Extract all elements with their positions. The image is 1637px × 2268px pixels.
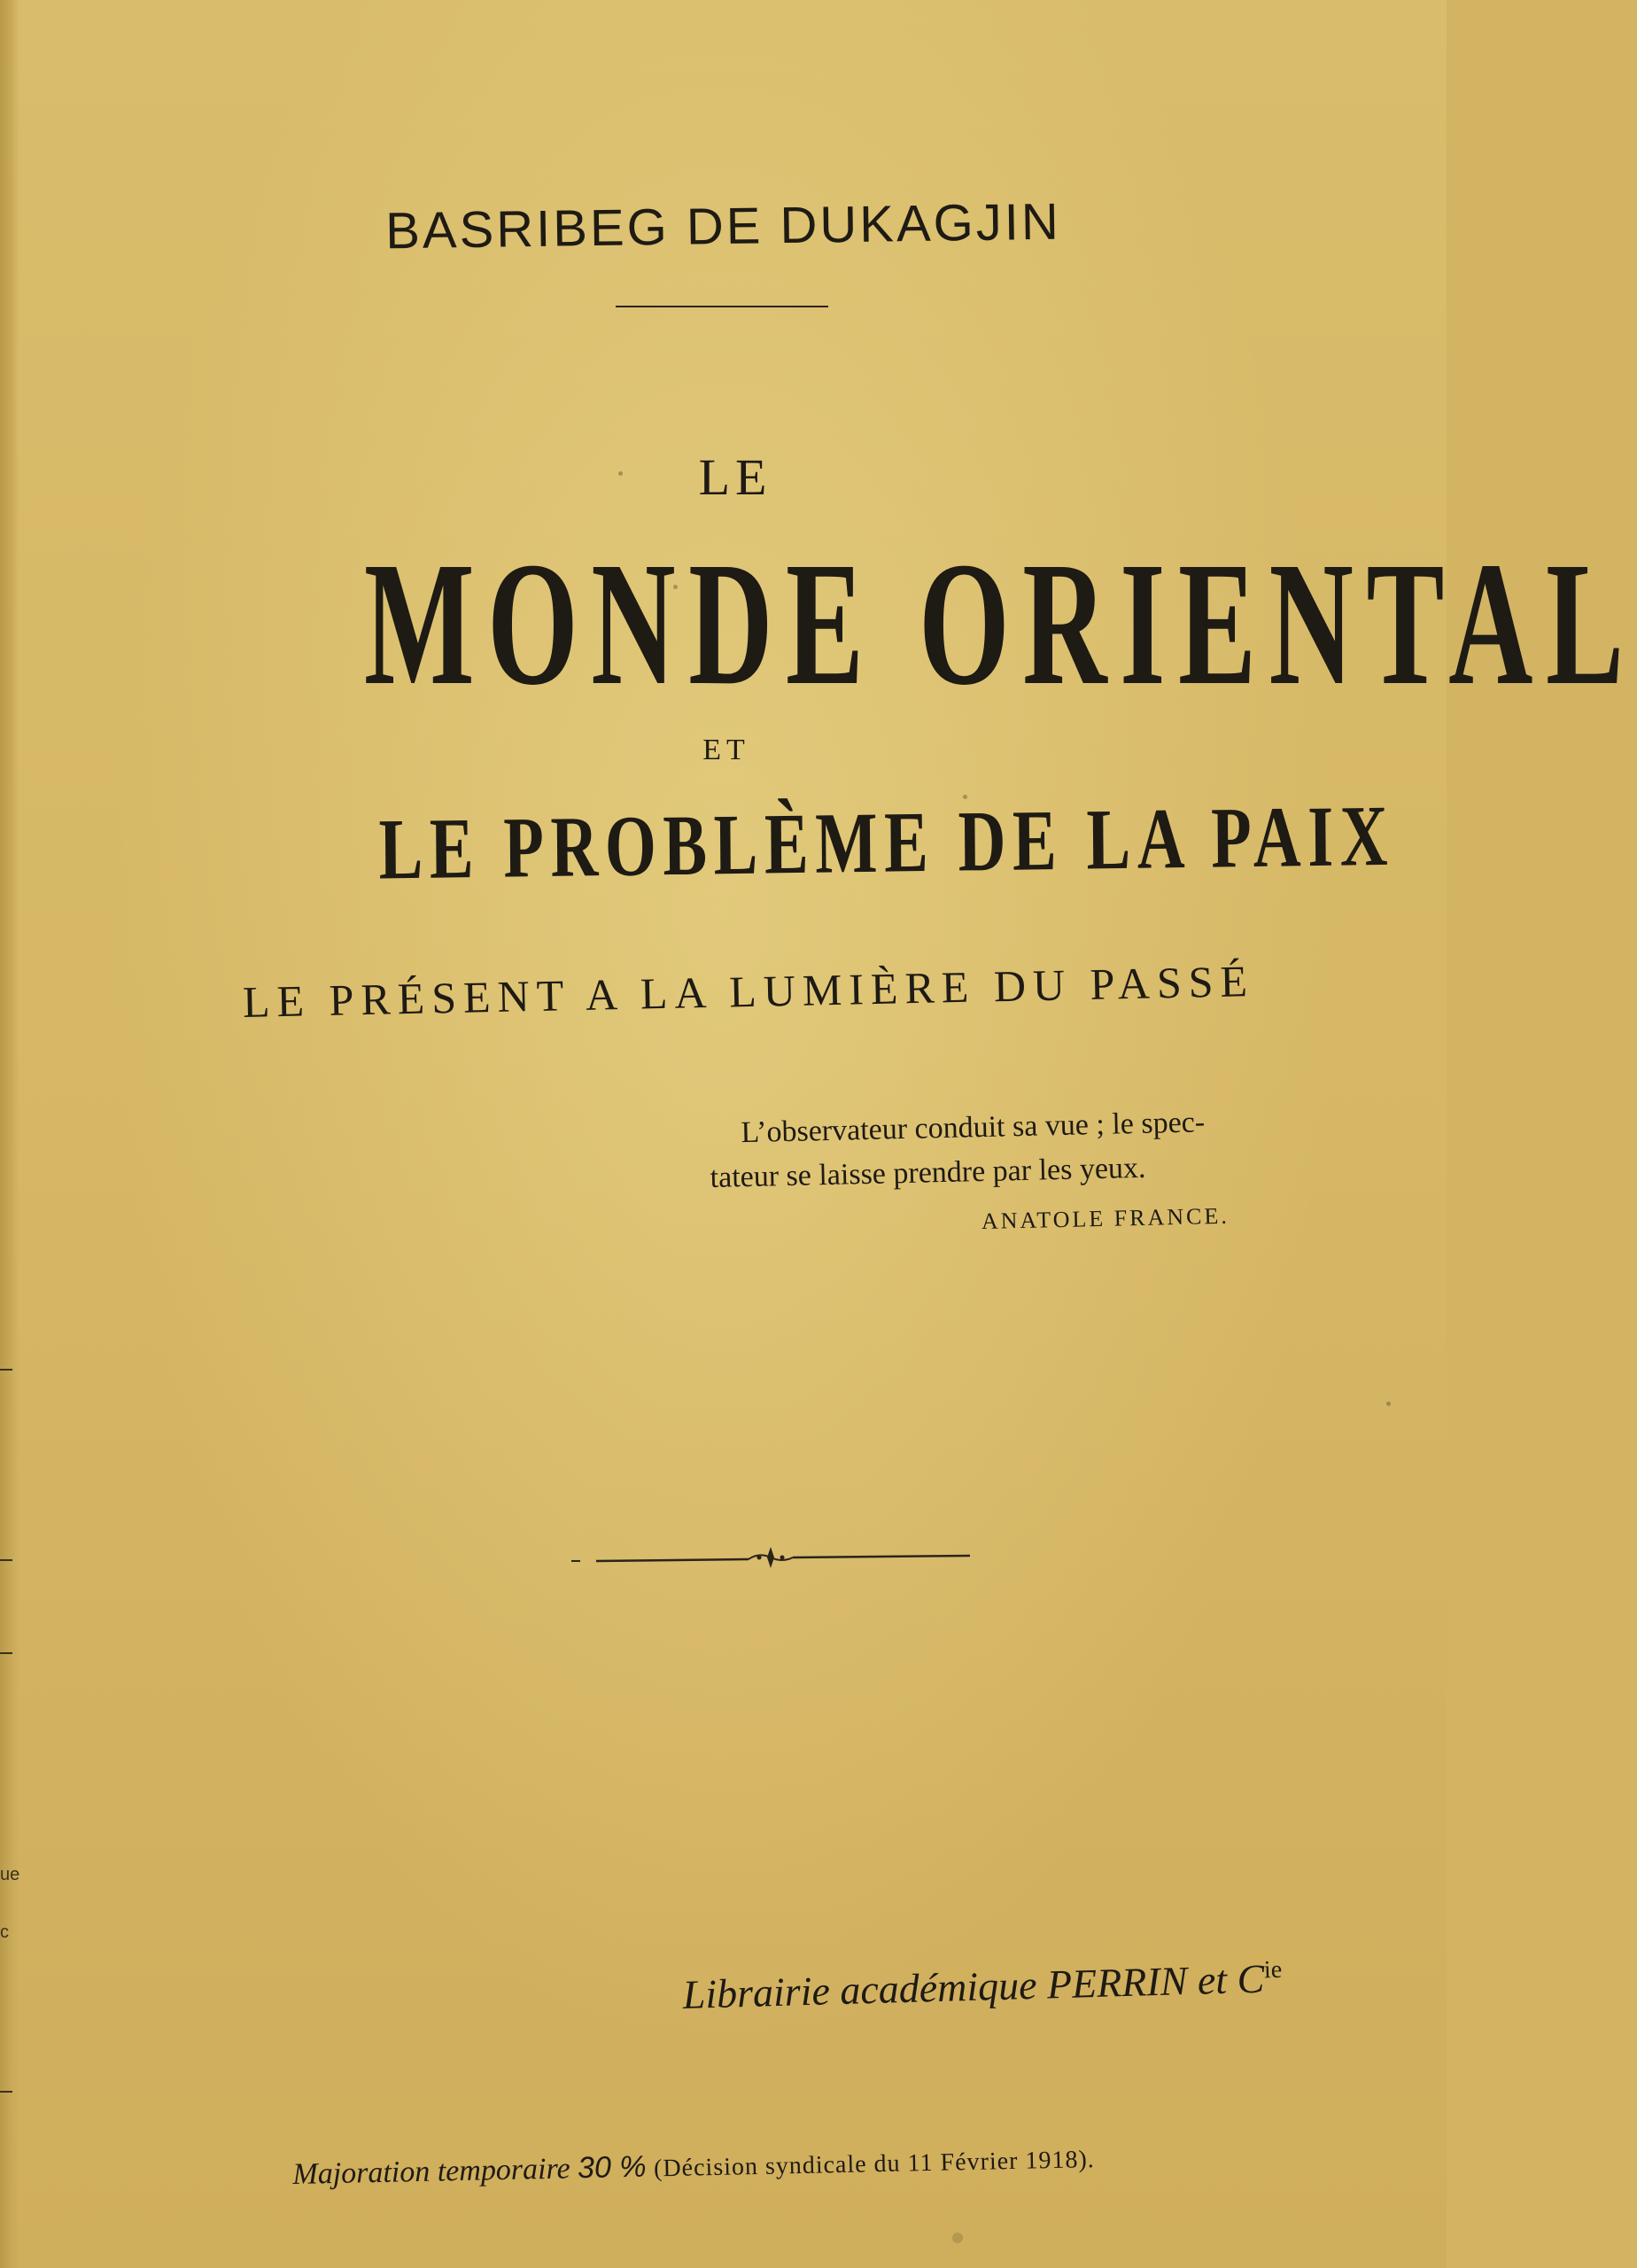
publisher-suffix: et C (1197, 1955, 1265, 2003)
author-divider-rule (616, 306, 828, 307)
paper-speck (952, 2233, 963, 2243)
paper-speck (963, 795, 967, 799)
title-article: LE (698, 448, 772, 506)
edge-mark (0, 1369, 12, 1371)
surcharge-percent: 30 % (577, 2149, 647, 2186)
title-main: MONDE ORIENTAL (363, 526, 1637, 722)
price-surcharge-note (292, 2135, 1356, 2192)
title-conjunction: ET (702, 734, 750, 766)
edge-mark (0, 1652, 12, 1654)
margin-fragment: c (0, 1922, 9, 1942)
subtitle: LE PRÉSENT A LA LUMIÈRE DU PASSÉ (242, 956, 1255, 1027)
paper-speck (673, 585, 678, 589)
left-margin-edge (0, 0, 19, 2268)
publisher-superscript: ie (1263, 1955, 1283, 1984)
author-name: BASRIBEG DE DUKAGJIN (384, 192, 1062, 260)
paper-speck (618, 471, 623, 476)
epigraph-line: tateur se laisse prendre par les yeux. (710, 1151, 1146, 1194)
publisher-prefix: Librairie académique (682, 1961, 1038, 2017)
title-second-line: LE PROBLÈME DE LA PAIX (378, 788, 1395, 898)
edge-mark (0, 1559, 12, 1561)
paper-speck (1386, 1402, 1391, 1406)
surcharge-label: Majoration temporaire (292, 2152, 570, 2191)
publisher-imprint (682, 1952, 1392, 2018)
surcharge-note: (Décision syndicale du 11 Février 1918). (653, 2146, 1096, 2183)
margin-fragment: ue (0, 1865, 20, 1884)
epigraph-attribution: ANATOLE FRANCE. (981, 1202, 1230, 1235)
epigraph (709, 1097, 1367, 1250)
publisher-name: PERRIN (1046, 1958, 1189, 2008)
epigraph-line: L’observateur conduit sa vue ; le spec- (741, 1106, 1206, 1150)
ornament-divider (571, 1542, 970, 1577)
edge-mark (0, 2091, 12, 2093)
